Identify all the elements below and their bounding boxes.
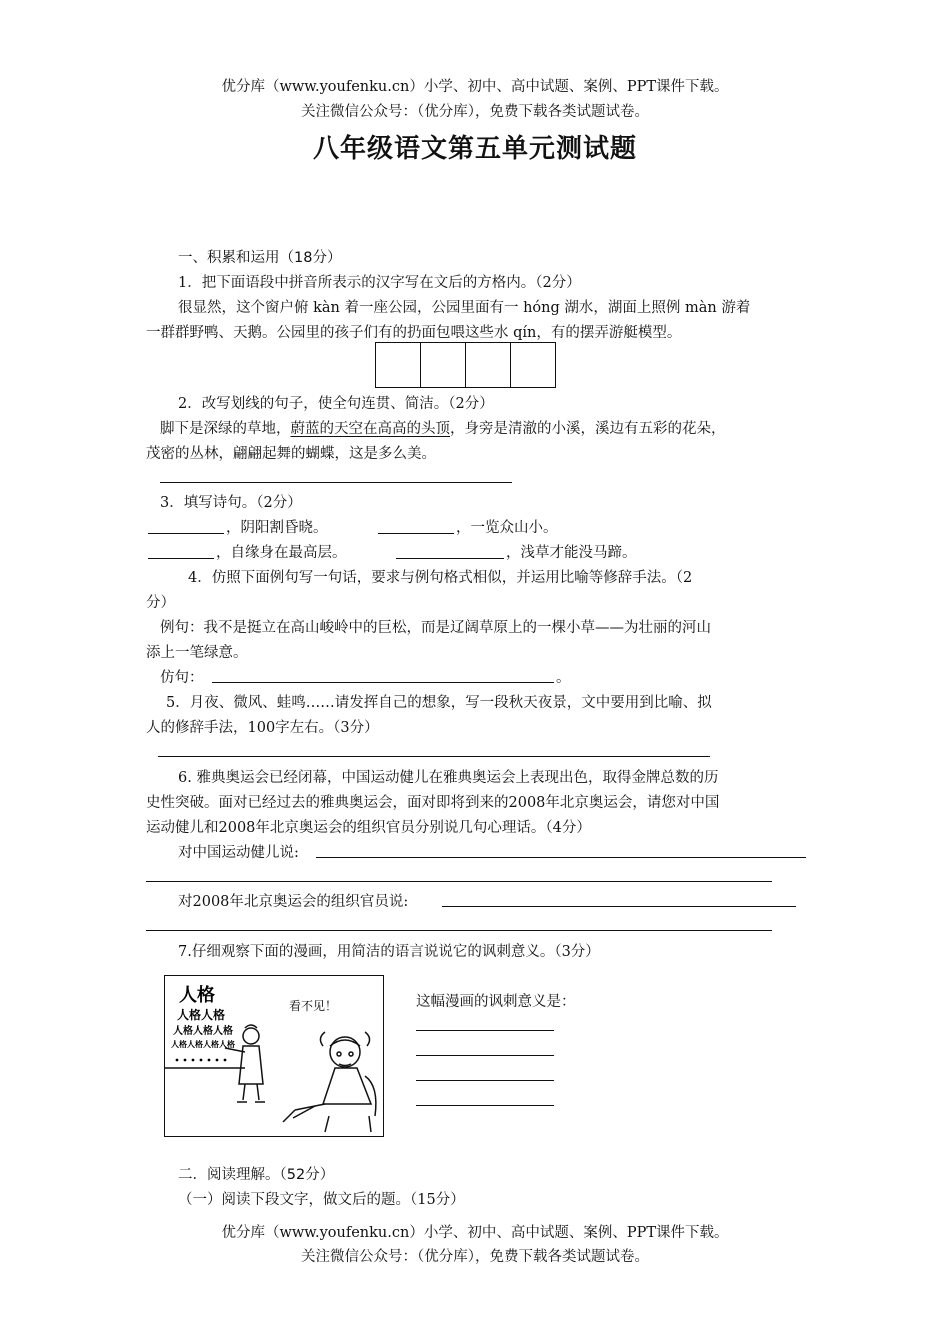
q3-blank-a[interactable] (148, 533, 224, 534)
answer-box-2[interactable] (421, 343, 466, 387)
cartoon-drawing (165, 976, 383, 1136)
q2-text-part-b: ，身旁是清澈的小溪，溪边有五彩的花朵， (450, 421, 726, 437)
section-2-sub-1: （一）阅读下段文字，做文后的题。（15分） (178, 1192, 465, 1208)
q2-text-line-2: 茂密的丛林，翩翩起舞的蝴蝶，这是多么美。 (146, 446, 436, 462)
q2-text-part-a: 脚下是深绿的草地， (160, 421, 291, 437)
header-line-2: 关注微信公众号：（优分库），免费下载各类试题试卷。 (301, 104, 649, 120)
answer-box-1[interactable] (376, 343, 421, 387)
seated-man-figure (283, 1032, 376, 1132)
answer-box-3[interactable] (466, 343, 511, 387)
chart-dots-row (176, 1059, 227, 1062)
chart-row-3: 人格人格人格 (173, 1026, 233, 1037)
q6-athletes-answer-line-2[interactable] (146, 881, 772, 882)
q7-answer-line-3[interactable] (416, 1080, 554, 1081)
q7-answer-line-4[interactable] (416, 1105, 554, 1106)
header-line-1: 优分库（www.youfenku.cn）小学、初中、高中试题、案例、PPT课件下载。 (221, 79, 729, 95)
q6-officials-answer-line-2[interactable] (146, 930, 772, 931)
answer-box-4[interactable] (511, 343, 555, 387)
q2-answer-line[interactable] (160, 482, 512, 483)
q3-blank-b[interactable] (378, 533, 454, 534)
q4-example-line-2: 添上一笔绿意。 (146, 645, 248, 661)
speech-text: 看不见！ (289, 999, 338, 1013)
q7-answer-label: 这幅漫画的讽刺意义是： (416, 994, 576, 1010)
q2-text-line-1 (160, 417, 726, 438)
footer-line-2: 关注微信公众号：（优分库），免费下载各类试题试卷。 (301, 1249, 649, 1265)
q7-prompt: 7.仔细观察下面的漫画，用简洁的语言说说它的讽刺意义。（3分） (178, 944, 600, 960)
q7-answer-line-1[interactable] (416, 1030, 554, 1031)
q3-poem-d: ，浅草才能没马蹄。 (506, 545, 637, 561)
q2-prompt: 2．改写划线的句子，使全句连贯、简洁。（2分） (178, 396, 494, 412)
page-title: 八年级语文第五单元测试题 (312, 134, 637, 164)
q4-prompt-line-1: 4．仿照下面例句写一句话，要求与例句格式相似，并运用比喻等修辞手法。（2 (188, 570, 693, 586)
chart-title-text: 人格 (179, 985, 215, 1006)
footer-line-1: 优分库（www.youfenku.cn）小学、初中、高中试题、案例、PPT课件下载。 (221, 1225, 729, 1241)
q4-prompt-line-2: 分） (146, 595, 175, 611)
q3-poem-b: ，一览众山小。 (456, 520, 558, 536)
q6-athletes-answer-line-1[interactable] (316, 857, 806, 858)
q1-text-line-1: 很显然，这个窗户俯 kàn 着一座公园，公园里面有一 hóng 湖水，湖面上照例 màn 游着 (178, 300, 751, 316)
q7-answer-line-2[interactable] (416, 1055, 554, 1056)
q6-athletes-label: 对中国运动健儿说: (178, 845, 299, 861)
satire-cartoon (164, 975, 384, 1137)
q4-answer-line[interactable] (212, 682, 554, 683)
q4-example-line-1: 例句：我不是挺立在高山峻岭中的巨松，而是辽阔草原上的一棵小草——为壮丽的河山 (160, 620, 711, 636)
q1-text-line-2: 一群群野鸭、天鹅。公园里的孩子们有的扔面包喂这些水 qín，有的摆弄游艇模型。 (146, 325, 682, 341)
q4-imitate-label: 仿句： (160, 670, 204, 686)
q6-officials-answer-line-1[interactable] (442, 906, 796, 907)
chart-row-4: 人格人格人格人格 (171, 1040, 235, 1049)
q1-prompt: 1．把下面语段中拼音所表示的汉字写在文后的方格内。（2分） (178, 275, 581, 291)
q5-prompt-line-2: 人的修辞手法，100字左右。（3分） (146, 720, 379, 736)
q6-text-line-2: 史性突破。面对已经过去的雅典奥运会，面对即将到来的2008年北京奥运会，请您对中国 (146, 795, 720, 811)
q4-period: 。 (556, 670, 571, 686)
q6-text-line-1: 6. 雅典奥运会已经闭幕，中国运动健儿在雅典奥运会上表现出色，取得金牌总数的历 (178, 770, 719, 786)
answer-boxes[interactable] (375, 342, 556, 388)
q5-prompt-line-1: 5．月夜、微风、蛙鸣……请发挥自己的想象，写一段秋天夜景，文中要用到比喻、拟 (166, 695, 712, 711)
q6-text-line-3: 运动健儿和2008年北京奥运会的组织官员分别说几句心理话。（4分） (146, 820, 591, 836)
q2-underlined-sentence: 蔚蓝的天空在高高的头顶 (290, 421, 450, 437)
q3-poem-a: ，阴阳割昏晓。 (226, 520, 328, 536)
chart-row-2: 人格人格 (177, 1008, 226, 1022)
q3-poem-c: ，自缘身在最高层。 (216, 545, 347, 561)
q5-answer-line[interactable] (158, 756, 710, 757)
q3-blank-c[interactable] (148, 558, 214, 559)
section-1-heading: 一、积累和运用（18分） (178, 250, 342, 266)
q3-blank-d[interactable] (396, 558, 504, 559)
section-2-heading: 二．阅读理解。（52分） (178, 1167, 335, 1183)
q3-prompt: 3．填写诗句。（2分） (160, 495, 302, 511)
q6-officials-label: 对2008年北京奥运会的组织官员说: (178, 894, 409, 910)
